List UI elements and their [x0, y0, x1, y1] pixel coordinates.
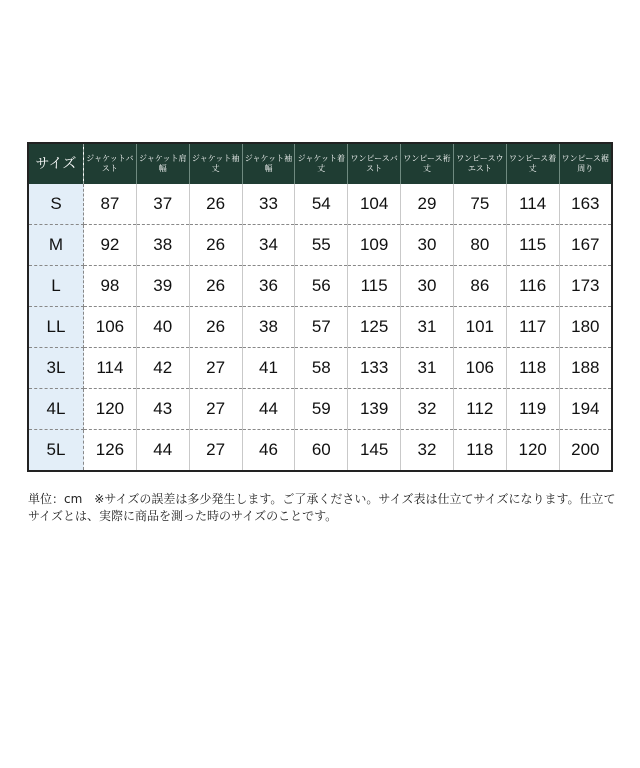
- table-cell: 41: [242, 348, 295, 389]
- table-cell: 118: [506, 348, 559, 389]
- table-cell: 126: [84, 430, 137, 472]
- table-cell: 101: [453, 307, 506, 348]
- table-cell: 58: [295, 348, 348, 389]
- table-cell: 188: [559, 348, 612, 389]
- table-row: [28, 266, 612, 307]
- size-table: [27, 142, 613, 472]
- table-cell: 36: [242, 266, 295, 307]
- table-cell: 92: [84, 225, 137, 266]
- table-cell: 46: [242, 430, 295, 472]
- header-cell: ジャケットバスト: [84, 143, 137, 184]
- table-body: [28, 184, 612, 471]
- table-cell: 117: [506, 307, 559, 348]
- corner-label: サイズ: [28, 143, 84, 184]
- table-cell: 87: [84, 184, 137, 225]
- table-row: [28, 348, 612, 389]
- table-cell: 43: [136, 389, 189, 430]
- header-cell: ジャケット肩幅: [136, 143, 189, 184]
- table-cell: 38: [242, 307, 295, 348]
- table-cell: 139: [348, 389, 401, 430]
- table-cell: 34: [242, 225, 295, 266]
- table-cell: 54: [295, 184, 348, 225]
- table-cell: 37: [136, 184, 189, 225]
- header-cell: ワンピース着丈: [506, 143, 559, 184]
- header-cell: ジャケット袖丈: [189, 143, 242, 184]
- table-row: [28, 389, 612, 430]
- table-cell: 59: [295, 389, 348, 430]
- table-cell: 125: [348, 307, 401, 348]
- table-cell: 55: [295, 225, 348, 266]
- table-cell: 32: [401, 430, 454, 472]
- table-cell: 39: [136, 266, 189, 307]
- size-note: 単位：cm ※サイズの誤差は多少発生します。ご了承ください。サイズ表は仕立てサイズになります。仕立てサイズとは、実際に商品を測った時のサイズのことです。: [28, 492, 616, 523]
- size-label: 4L: [28, 389, 84, 430]
- table-cell: 194: [559, 389, 612, 430]
- size-label: S: [28, 184, 84, 225]
- table-cell: 115: [506, 225, 559, 266]
- header-cell: ジャケット袖幅: [242, 143, 295, 184]
- table-cell: 31: [401, 348, 454, 389]
- table-cell: 173: [559, 266, 612, 307]
- table-cell: 44: [136, 430, 189, 472]
- table-cell: 200: [571, 440, 600, 459]
- table-cell: 98: [84, 266, 137, 307]
- table-cell: 109: [348, 225, 401, 266]
- table-cell: 40: [136, 307, 189, 348]
- table-cell: 163: [559, 184, 612, 225]
- header-cell: ジャケット着丈: [295, 143, 348, 184]
- table-row: [28, 307, 612, 348]
- table-cell: 32: [401, 389, 454, 430]
- table-cell: 26: [189, 307, 242, 348]
- table-cell: 116: [506, 266, 559, 307]
- table-cell: 120: [506, 430, 559, 472]
- table-cell: 75: [453, 184, 506, 225]
- header-cell: ワンピースウエスト: [453, 143, 506, 184]
- header-cell: ワンピース裄丈: [401, 143, 454, 184]
- table-cell: 118: [453, 430, 506, 472]
- table-cell: 27: [189, 389, 242, 430]
- size-label: 3L: [28, 348, 84, 389]
- table-row: [28, 430, 612, 472]
- table-cell: 115: [348, 266, 401, 307]
- table-cell: 26: [189, 266, 242, 307]
- header-cell: ワンピースバスト: [348, 143, 401, 184]
- size-label: LL: [28, 307, 84, 348]
- table-cell: 60: [295, 430, 348, 472]
- table-cell: 86: [453, 266, 506, 307]
- table-cell: 57: [295, 307, 348, 348]
- table-cell: 104: [348, 184, 401, 225]
- table-cell: 80: [453, 225, 506, 266]
- table-cell: 30: [401, 225, 454, 266]
- table-cell: 27: [189, 348, 242, 389]
- table-cell: 106: [453, 348, 506, 389]
- size-label: 5L: [28, 430, 84, 472]
- table-cell: 29: [401, 184, 454, 225]
- table-cell: 119: [506, 389, 559, 430]
- table-cell: 42: [136, 348, 189, 389]
- table-cell: 133: [348, 348, 401, 389]
- table-cell: 44: [242, 389, 295, 430]
- header-row: [28, 143, 612, 184]
- table-cell: 167: [559, 225, 612, 266]
- size-label: M: [28, 225, 84, 266]
- table-cell: 30: [401, 266, 454, 307]
- size-label: L: [28, 266, 84, 307]
- table-cell: 31: [401, 307, 454, 348]
- table-cell: 145: [348, 430, 401, 472]
- header-cell: ワンピース裾周り: [559, 143, 612, 184]
- table-cell: 26: [189, 184, 242, 225]
- table-cell: 114: [84, 348, 137, 389]
- table-cell: 106: [84, 307, 137, 348]
- table-cell: 38: [136, 225, 189, 266]
- table-cell: 120: [84, 389, 137, 430]
- table-cell: 33: [242, 184, 295, 225]
- table-row: [28, 184, 612, 225]
- table-cell: 112: [453, 389, 506, 430]
- table-cell: 27: [189, 430, 242, 472]
- table-cell: 56: [295, 266, 348, 307]
- table-cell: 26: [189, 225, 242, 266]
- table-row: [28, 225, 612, 266]
- table-cell: 114: [506, 184, 559, 225]
- table-cell: 180: [559, 307, 612, 348]
